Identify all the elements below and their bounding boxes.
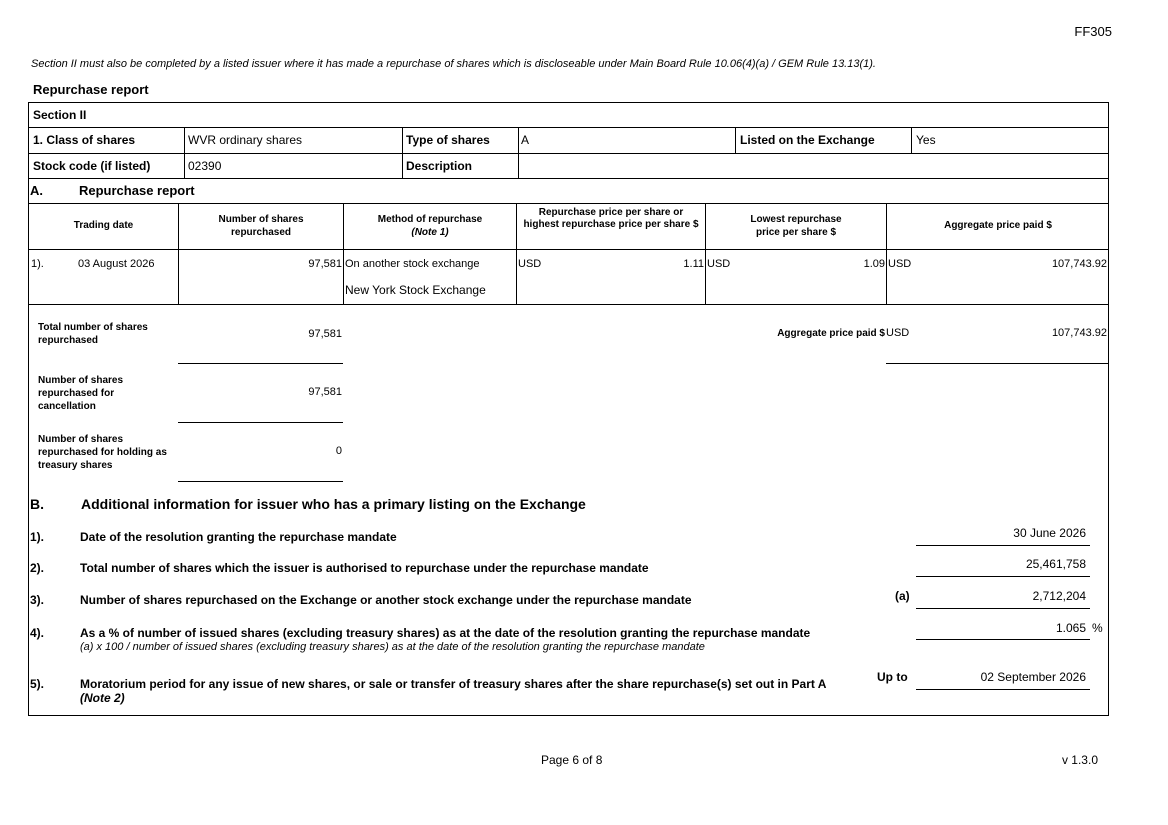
report-title: Repurchase report xyxy=(33,82,149,97)
col-highest-price: Repurchase price per share or highest repurchase price per share $ xyxy=(523,207,699,230)
page-number: Page 6 of 8 xyxy=(541,753,603,767)
form-code: FF305 xyxy=(1074,24,1112,39)
b-item-label: Number of shares repurchased on the Exchange or another stock exchange under the repurchase mandate xyxy=(80,593,692,607)
b-item-tag: (a) xyxy=(895,589,910,603)
row-method[interactable]: On another stock exchange xyxy=(345,258,480,270)
part-a-title: Repurchase report xyxy=(79,183,195,198)
b-item-label: Date of the resolution granting the repurchase mandate xyxy=(80,530,397,544)
intro-note: Section II must also be completed by a listed issuer where it has made a repurchase of shares which is discloseable under Main Board Rule 10.06(4)(a) / GEM Rule 13.13(1). xyxy=(31,58,876,70)
b-item-tag: Up to xyxy=(877,670,908,684)
row-index: 1). xyxy=(31,258,44,270)
b-item-value[interactable]: 30 June 2026 xyxy=(1013,526,1086,540)
b-item-value[interactable]: 25,461,758 xyxy=(1025,557,1086,571)
col-trading-date: Trading date xyxy=(73,220,134,231)
row-high-price[interactable]: 1.11 xyxy=(683,258,704,270)
b-item-sub: (a) x 100 / number of issued shares (excluding treasury shares) as at the date of the resolution granting the repurchase mandate xyxy=(80,641,705,653)
row-agg-currency: USD xyxy=(888,258,912,270)
b-item-value[interactable]: 2,712,204 xyxy=(1032,589,1086,603)
b-item-label: Total number of shares which the issuer is authorised to repurchase under the repurchase mandate xyxy=(80,561,649,575)
stock-code-label: Stock code (if listed) xyxy=(33,159,151,173)
b-item-sub: (Note 2) xyxy=(80,691,125,705)
agg-total-label: Aggregate price paid $ xyxy=(777,328,885,339)
total-shares-label: Total number of shares repurchased xyxy=(38,322,148,346)
b-item-num: 4). xyxy=(30,626,45,640)
cancel-label: Number of shares repurchased for cancellation xyxy=(38,375,124,412)
row-date[interactable]: 03 August 2026 xyxy=(78,258,155,270)
agg-total-amount[interactable]: 107,743.92 xyxy=(1051,327,1107,339)
treasury-value[interactable]: 0 xyxy=(335,445,342,457)
stock-code-field[interactable]: 02390 xyxy=(188,159,222,173)
col-aggregate: Aggregate price paid $ xyxy=(944,220,1052,231)
row-agg-amount[interactable]: 107,743.92 xyxy=(1051,258,1107,270)
section-title: Section II xyxy=(33,108,87,122)
col-method xyxy=(344,213,516,239)
class-of-shares-label: 1. Class of shares xyxy=(33,133,136,147)
listed-field[interactable]: Yes xyxy=(916,133,936,147)
col-method-note: (Note 1) xyxy=(411,227,449,238)
treasury-label: Number of shares repurchased for holding as treasury shares xyxy=(38,434,167,471)
total-shares-value[interactable]: 97,581 xyxy=(308,328,342,340)
b-item-label: As a % of number of issued shares (excluding treasury shares) as at the date of the resolution granting the repurchase mandate xyxy=(80,626,811,640)
part-a-letter: A. xyxy=(30,183,43,198)
type-of-shares-field[interactable]: A xyxy=(521,133,530,147)
cancel-value[interactable]: 97,581 xyxy=(308,386,342,398)
listed-label: Listed on the Exchange xyxy=(740,133,875,147)
class-of-shares-field[interactable]: WVR ordinary shares xyxy=(188,133,303,147)
b-item-value[interactable]: 02 September 2026 xyxy=(980,670,1086,684)
b-item-unit: % xyxy=(1092,621,1103,635)
version: v 1.3.0 xyxy=(1061,753,1098,767)
description-label: Description xyxy=(406,159,473,173)
b-item-num: 1). xyxy=(30,530,45,544)
part-b-title: Additional information for issuer who has a primary listing on the Exchange xyxy=(81,496,586,512)
b-item-value[interactable]: 1.065 xyxy=(1055,621,1086,635)
col-num-shares: Number of shares repurchased xyxy=(218,214,304,238)
b-item-num: 5). xyxy=(30,677,45,691)
row-exchange[interactable]: New York Stock Exchange xyxy=(345,283,486,297)
row-high-currency: USD xyxy=(518,258,542,270)
type-of-shares-label: Type of shares xyxy=(406,133,490,147)
row-shares[interactable]: 97,581 xyxy=(308,258,342,270)
b-item-num: 3). xyxy=(30,593,45,607)
part-b-letter: B. xyxy=(30,496,44,512)
agg-total-currency: USD xyxy=(886,327,910,339)
row-low-price[interactable]: 1.09 xyxy=(863,258,885,270)
b-item-label: Moratorium period for any issue of new shares, or sale or transfer of treasury shares after the share repurchase(s) set out in Part A xyxy=(80,677,827,691)
row-low-currency: USD xyxy=(707,258,731,270)
b-item-num: 2). xyxy=(30,561,45,575)
col-method-label: Method of repurchase xyxy=(377,214,483,225)
col-lowest-price: Lowest repurchase price per share $ xyxy=(750,214,842,238)
